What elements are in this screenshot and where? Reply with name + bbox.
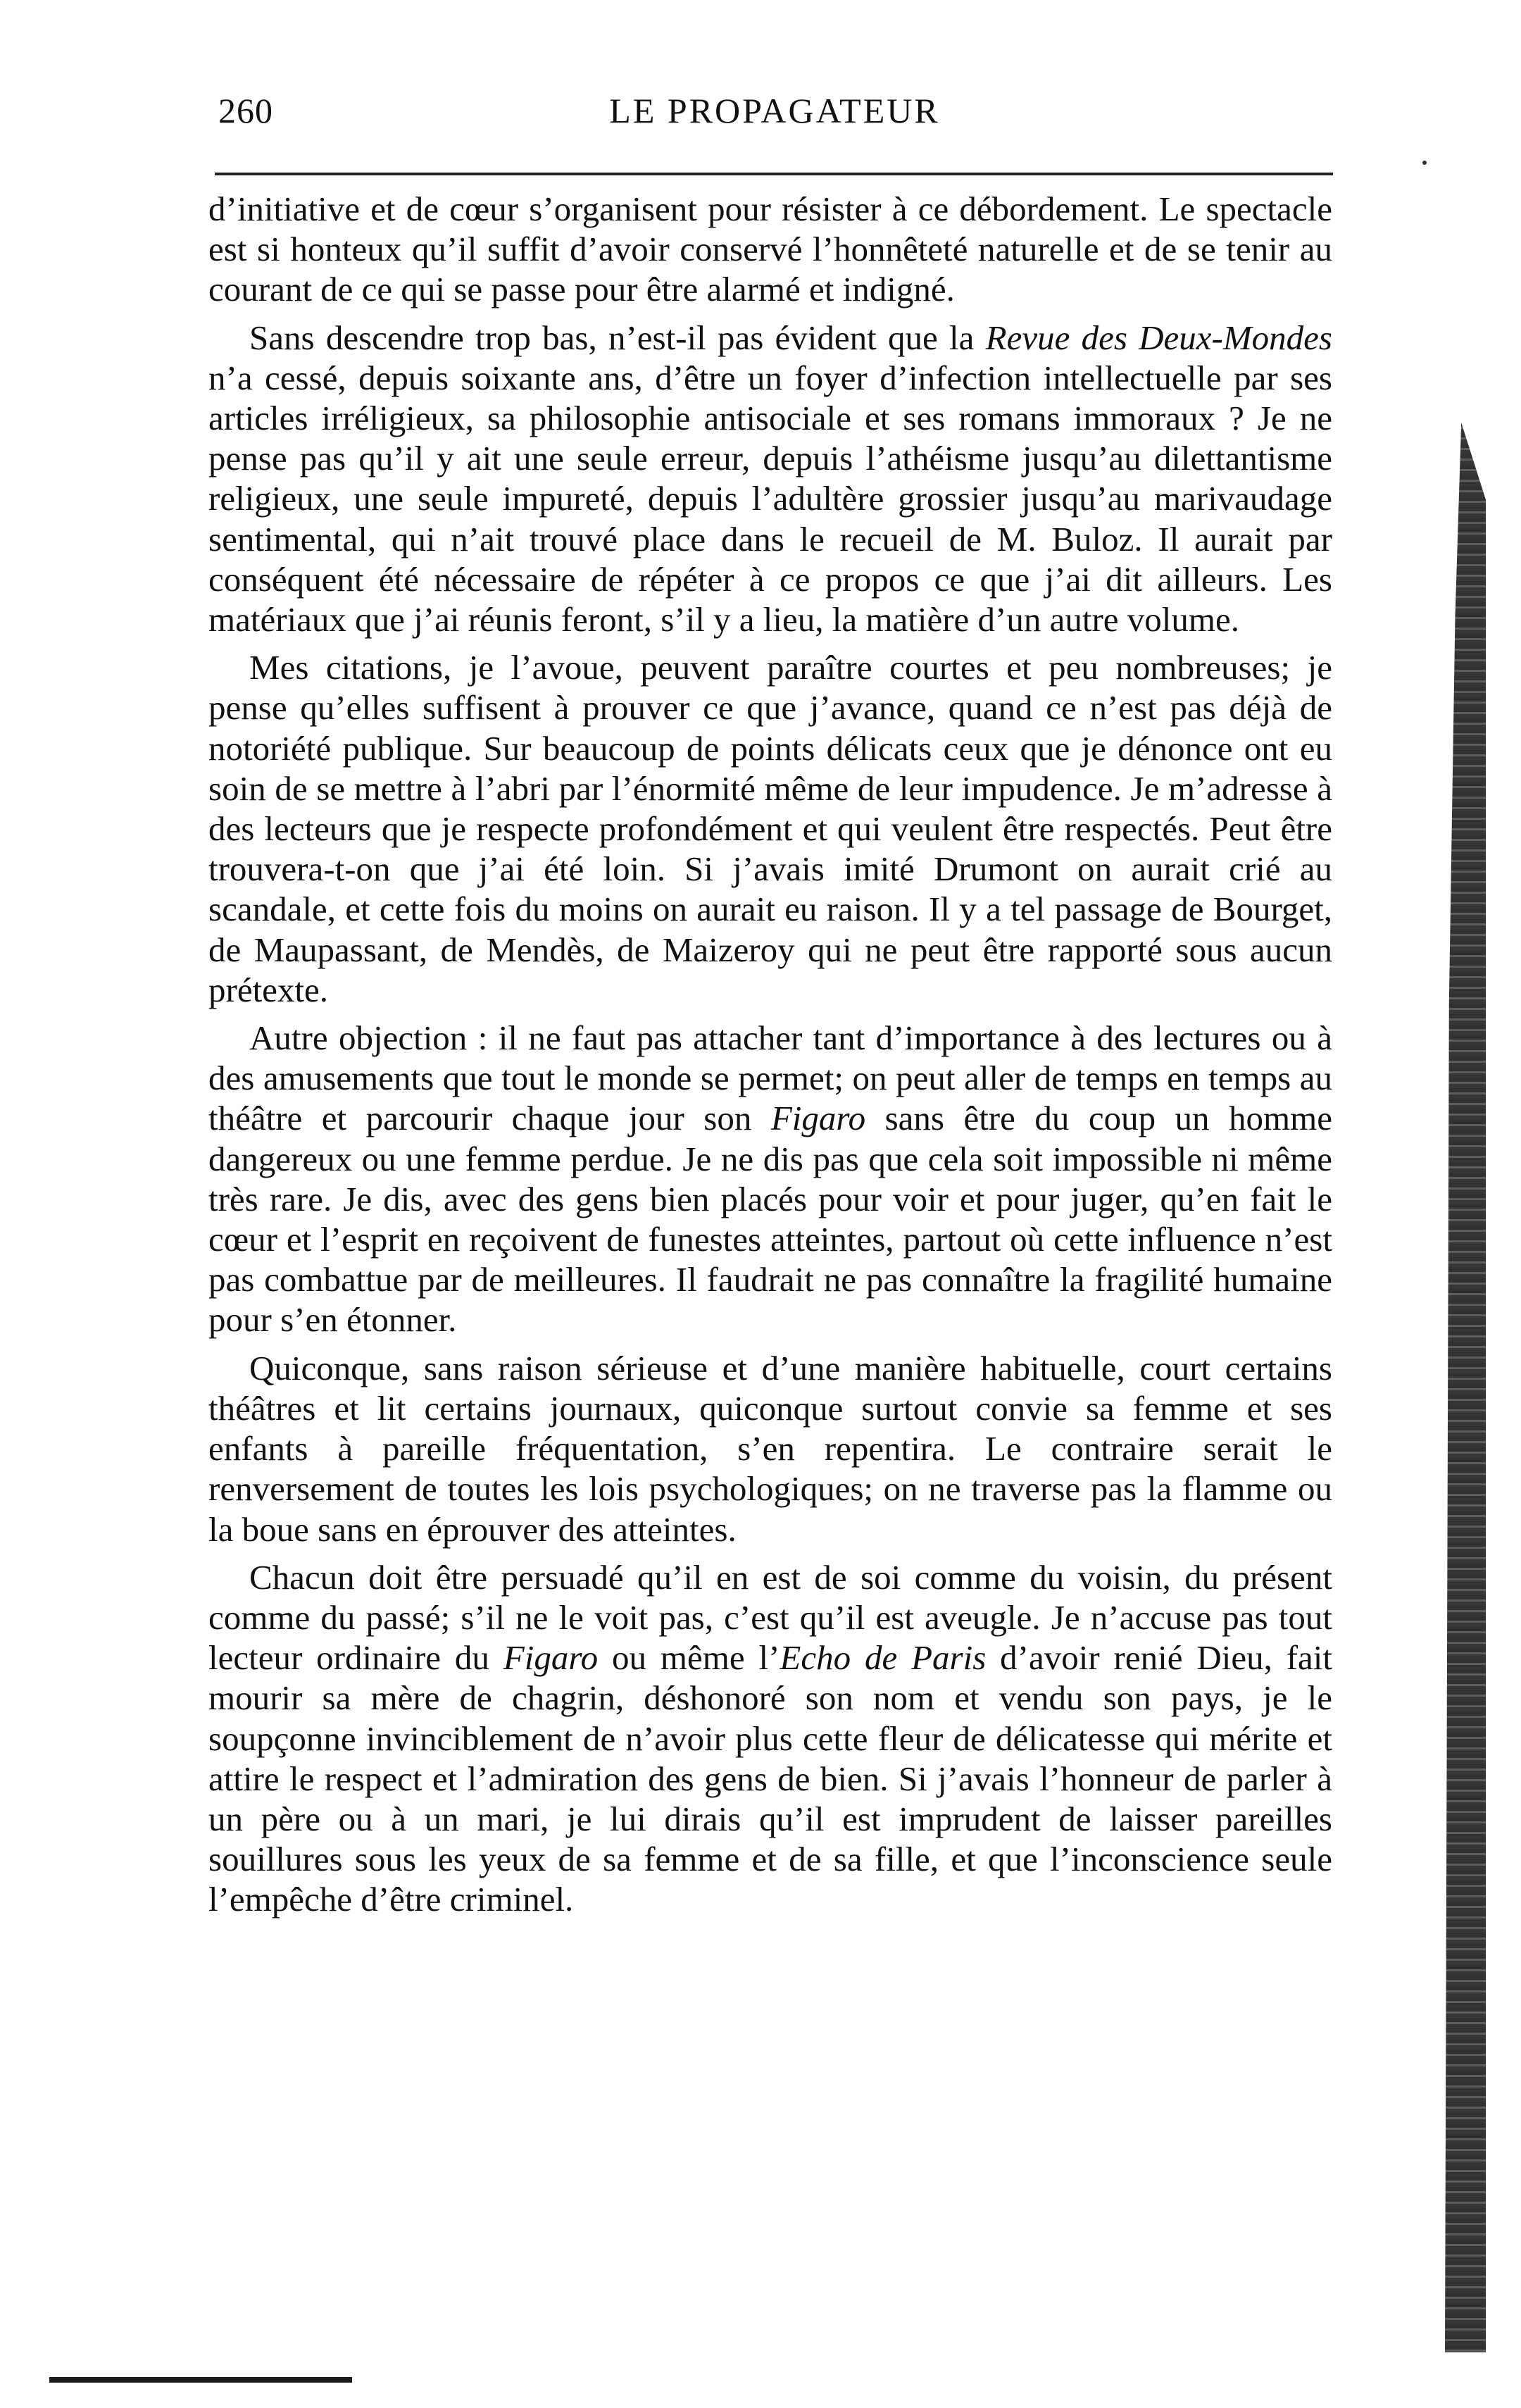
italic-title-text: Figaro [503, 1638, 599, 1678]
header-rule [215, 173, 1333, 175]
paragraph [208, 1018, 1332, 1340]
page-header [218, 90, 1331, 139]
text-run: Quiconque, sans raison sérieuse et d’une manière habituelle, court certains théâtres et lit certains journaux, quiconque surtout convie sa femme et ses enfants à pareille fréquentation, s’en repentira. Le contraire serait le renversement de toutes les lois psychologiques; on ne traverse pas la flamme ou la boue sans en éprouver des atteintes. [208, 1348, 1332, 1549]
paragraph [208, 189, 1332, 310]
text-run: Sans descendre trop bas, n’est-il pas évident que la [249, 318, 986, 357]
text-run: Mes citations, je l’avoue, peuvent paraître courtes et peu nombreuses; je pense qu’elles suffisent à prouver ce que j’avance, quand ce n’est pas déjà de notoriété publique. Sur beaucoup de points délicats ceux que je dénonce ont eu soin de se mettre à l’abri par l’énormité même de leur impudence. Je m’adresse à des lecteurs que je respecte profondément et qui veulent être respectés. Peut être trouvera-t-on que j’ai été loin. Si j’avais imité Drumont on aurait crié au scandale, et cette fois du moins on aurait eu raison. Il y a tel passage de Bourget, de Maupassant, de Mendès, de Maizeroy qui ne peut être rapporté sous aucun prétexte. [208, 648, 1332, 1009]
text-run: sans être du coup un homme dangereux ou une femme perdue. Je ne dis pas que cela soit impossible ni même très rare. Je dis, avec des gens bien placés pour voir et pour juger, qu’en fait le cœur et l’esprit en reçoivent de funestes atteintes, partout où cette influence n’est pas combattue par de meilleures. Il faudrait ne pas connaître la fragilité humaine pour s’en étonner. [208, 1099, 1332, 1340]
paragraph [208, 318, 1332, 640]
body-text [208, 189, 1332, 1928]
text-run: Autre objection : il ne faut pas attacher tant d’importance à des lectures ou à des amusements que tout le monde se permet; on peut aller de temps en temps au théâtre et parcourir chaque jour son [208, 1018, 1332, 1138]
text-run: d’avoir renié Dieu, fait mourir sa mère de chagrin, déshonoré son nom et vendu son pays, je le soupçonne invinciblement de n’avoir plus cette fleur de délicatesse qui mérite et attire le respect et l’admiration des gens de bien. Si j’avais l’honneur de parler à un père ou à un mari, je lui dirais qu’il est imprudent de laisser pareilles souillures sous les yeux de sa femme et de sa fille, et que l’inconscience seule l’empêche d’être criminel. [208, 1638, 1332, 1919]
italic-title-text: Figaro [770, 1099, 866, 1138]
italic-title-text: Echo de Paris [780, 1638, 987, 1678]
paragraph [208, 1348, 1332, 1549]
text-run: Chacun doit être persuadé qu’il en est de soi comme du voisin, du présent comme du passé; s’il ne le voit pas, c’est qu’il est aveugle. Je n’accuse pas tout lecteur ordinaire du [208, 1557, 1332, 1678]
page-edge-shadow [1445, 423, 1486, 2352]
paragraph [208, 647, 1332, 1010]
page-number: 260 [218, 91, 273, 130]
italic-title-text: Revue des Deux-Mondes [985, 318, 1332, 357]
text-run: d’initiative et de cœur s’organisent pour résister à ce débordement. Le spectacle est si honteux qu’il suffit d’avoir conservé l’honnêteté naturelle et de se tenir au courant de ce qui se passe pour être alarmé et indigné. [208, 189, 1332, 309]
paragraph [208, 1557, 1332, 1920]
ink-speck [1422, 161, 1427, 165]
running-title: LE PROPAGATEUR [609, 91, 940, 130]
bottom-edge-mark [49, 2377, 352, 2383]
text-run: n’a cessé, depuis soixante ans, d’être un foyer d’infection intellectuelle par ses articles irréligieux, sa philosophie antisociale et ses romans immoraux ? Je ne pense pas qu’il y ait une seule erreur, depuis l’athéisme jusqu’au dilettantisme religieux, une seule impureté, depuis l’adultère grossier jusqu’au marivaudage sentimental, qui n’ait trouvé place dans le recueil de M. Buloz. Il aurait par conséquent été nécessaire de répéter à ce propos ce que j’ai dit ailleurs. Les matériaux que j’ai réunis feront, s’il y a lieu, la matière d’un autre volume. [208, 358, 1332, 640]
text-run: ou même l’ [598, 1638, 780, 1678]
